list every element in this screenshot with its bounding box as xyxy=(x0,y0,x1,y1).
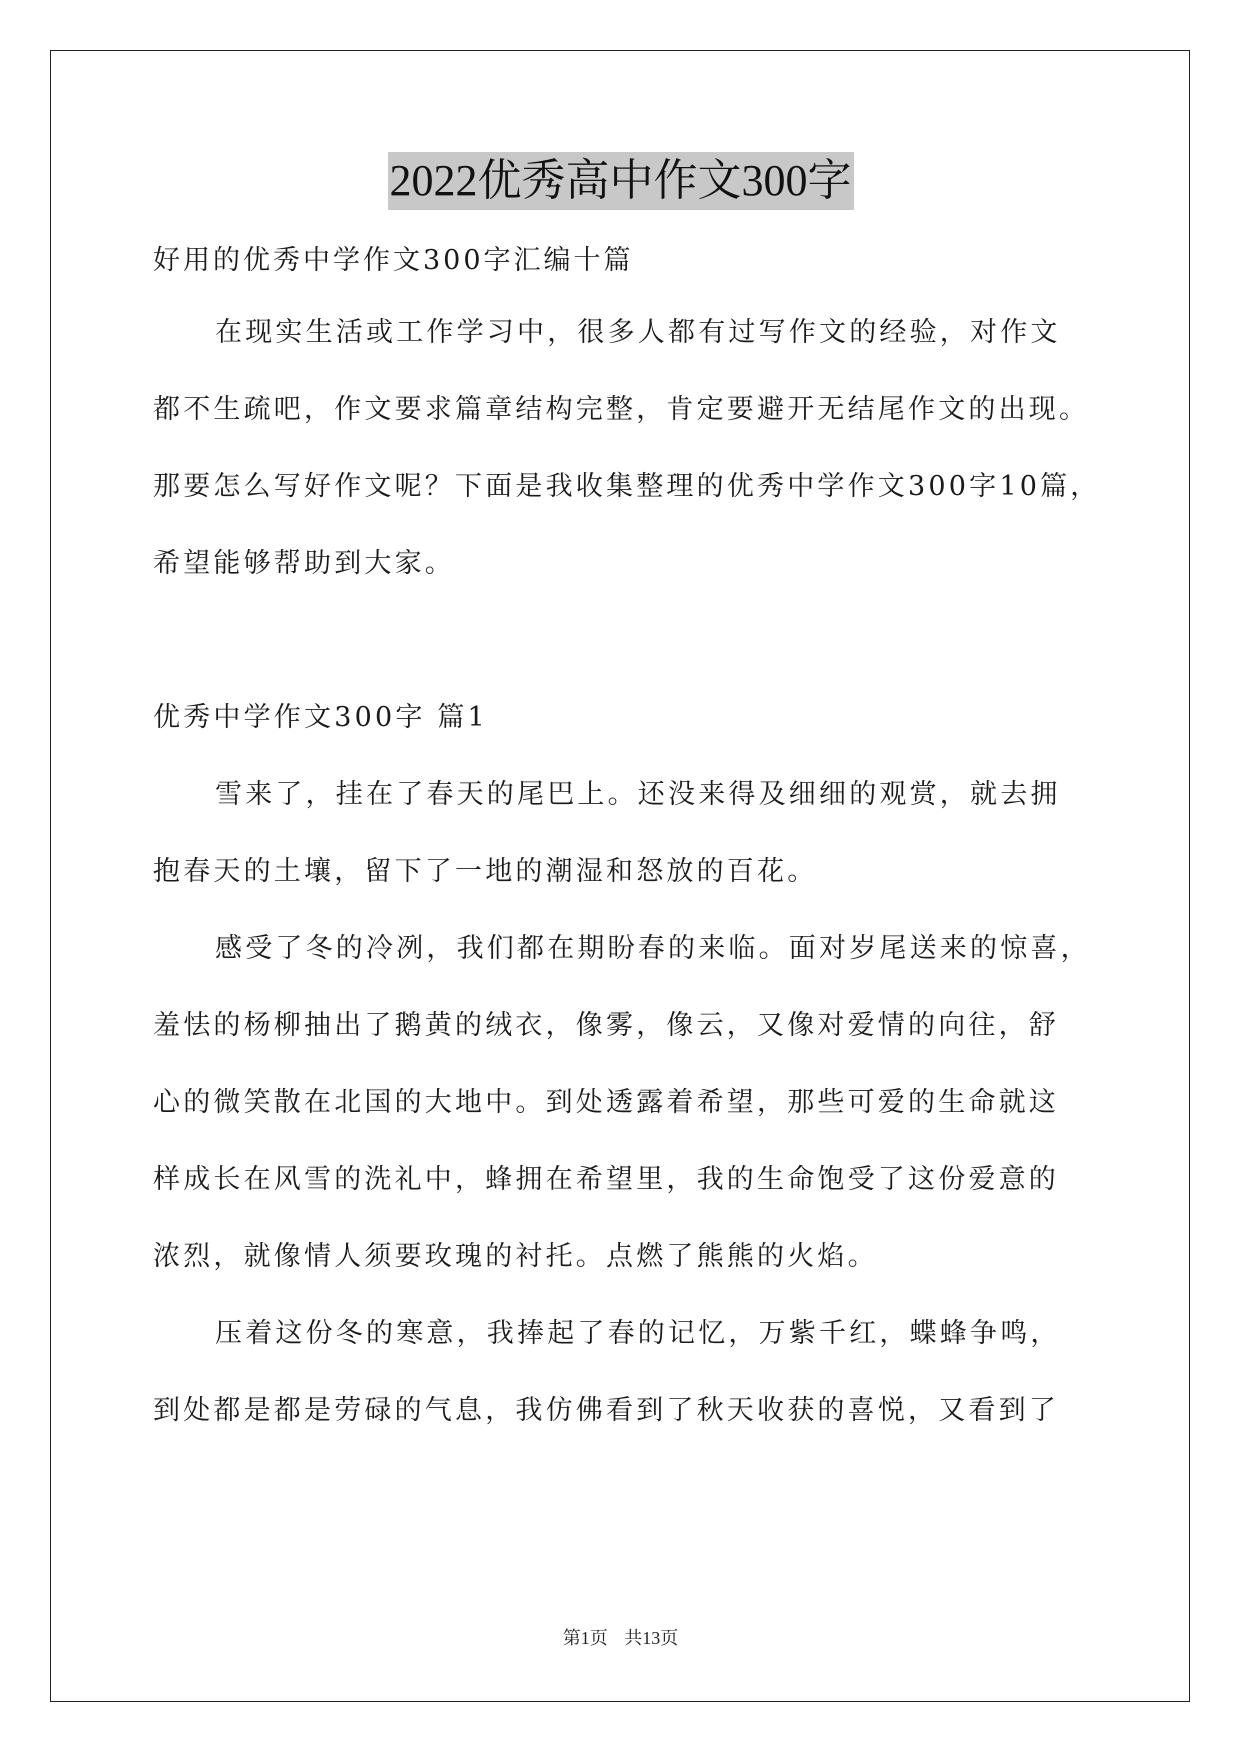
page-footer xyxy=(0,1624,1241,1650)
title-container xyxy=(0,152,1241,210)
page-number: 第1页 xyxy=(562,1628,608,1648)
body-line: 抱春天的土壤，留下了一地的潮湿和怒放的百花。 xyxy=(153,856,818,887)
body-line: 感受了冬的冷冽，我们都在期盼春的来临。面对岁尾送来的惊喜， xyxy=(215,933,1091,964)
document-subtitle: 好用的优秀中学作文300字汇编十篇 xyxy=(153,245,634,276)
body-line: 雪来了，挂在了春天的尾巴上。还没来得及细细的观赏，就去拥 xyxy=(215,779,1061,810)
body-line: 样成长在风雪的洗礼中，蜂拥在希望里，我的生命饱受了这份爱意的 xyxy=(153,1164,1059,1195)
body-line: 浓烈，就像情人须要玫瑰的衬托。点燃了熊熊的火焰。 xyxy=(153,1241,878,1272)
body-line: 到处都是都是劳碌的气息，我仿佛看到了秋天收获的喜悦，又看到了 xyxy=(153,1395,1059,1426)
intro-line: 那要怎么写好作文呢？下面是我收集整理的优秀中学作文300字10篇， xyxy=(153,471,1101,502)
intro-line: 在现实生活或工作学习中，很多人都有过写作文的经验，对作文 xyxy=(215,317,1061,348)
body-line: 羞怯的杨柳抽出了鹅黄的绒衣，像雾，像云，又像对爱情的向往，舒 xyxy=(153,1010,1059,1041)
document-title: 2022优秀高中作文300字 xyxy=(388,152,854,210)
section-heading: 优秀中学作文300字 篇1 xyxy=(153,702,488,733)
intro-line: 希望能够帮助到大家。 xyxy=(153,548,455,579)
intro-line: 都不生疏吧，作文要求篇章结构完整，肯定要避开无结尾作文的出现。 xyxy=(153,394,1090,425)
body-line: 心的微笑散在北国的大地中。到处透露着希望，那些可爱的生命就这 xyxy=(153,1087,1059,1118)
total-pages: 共13页 xyxy=(624,1628,679,1648)
body-line: 压着这份冬的寒意，我捧起了春的记忆，万紫千红，蝶蜂争鸣， xyxy=(215,1318,1061,1349)
